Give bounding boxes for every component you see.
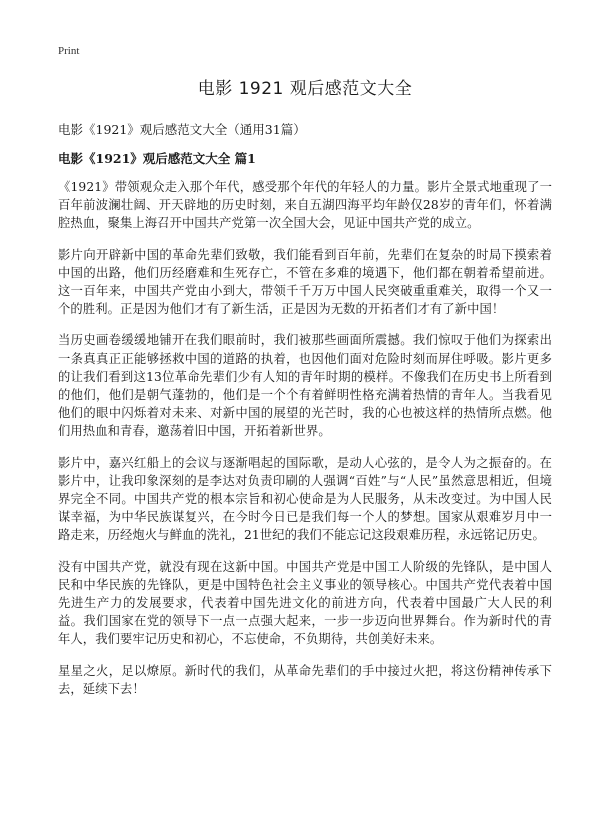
paragraph-1: 《1921》带领观众走入那个年代，感受那个年代的年轻人的力量。影片全景式地重现了一百年前波澜壮阔、开天辟地的历史时刻，来自五湖四海平均年龄仅28岁的青年们，怀着满腔热血，聚集上海召开中国共产党第一次全国大会，见证中国共产党的成立。	[58, 180, 552, 231]
document-title: 电影 1921 观后感范文大全	[197, 79, 413, 99]
section-title: 电影《1921》观后感范文大全 篇1	[58, 151, 256, 166]
paragraph-2: 影片向开辟新中国的革命先辈们致敬，我们能看到百年前，先辈们在复杂的时局下摸索着中国的出路，他们历经磨难和生死存亡，不管在多难的境遇下，他们都在朝着希望前进。这一百年来，中国共产党由小到大，带领千千万万中国人民突破重重难关，取得一个又一个的胜利。正是因为他们才有了新生活，正是因为无数的开拓者们才有了新中国！	[58, 247, 552, 317]
paragraph-3: 当历史画卷缓缓地铺开在我们眼前时，我们被那些画面所震撼。我们惊叹于他们为探索出一条真真正正能够拯救中国的道路的执着，也因他们面对危险时刻而屏住呼吸。影片更多的让我们看到这13位革命先辈们少有人知的青年时期的模样。不像我们在历史书上所看到的他们，他们是朝气蓬勃的，他们是一个个有着鲜明性格充满着热情的青年人。当我看见他们的眼中闪烁着对未来、对新中国的展望的光芒时，我的心也被这样的热情所点燃。他们用热血和青春，邀荡着旧中国，开拓着新世界。	[58, 333, 552, 439]
paragraph-6: 星星之火，足以燎原。新时代的我们，从革命先辈们的手中接过火把，将这份精神传承下去，延续下去！	[58, 663, 552, 696]
document-subtitle: 电影《1921》观后感范文大全（通用31篇）	[58, 122, 306, 137]
paragraph-4: 影片中，嘉兴红船上的会议与逐渐唱起的国际歌，是动人心弦的，是令人为之振奋的。在影片中，让我印象深刻的是李达对负责印刷的人强调“百姓”与“人民”虽然意思相近，但境界完全不同。中国共产党的根本宗旨和初心使命是为人民服务，从未改变过。为中国人民谋幸福，为中华民族谋复兴，在今时今日已是我们每一个人的梦想。国家从艰难岁月中一路走来，历经炮火与鲜血的洗礼，21世纪的我们不能忘记这段艰难历程，永远铭记历史。	[58, 455, 552, 543]
print-link[interactable]: Print	[58, 45, 80, 57]
paragraph-5: 没有中国共产党，就没有现在这新中国。中国共产党是中国工人阶级的先锋队，是中国人民和中华民族的先锋队，更是中国特色社会主义事业的领导核心。中国共产党代表着中国先进生产力的发展要求，代表着中国先进文化的前进方向，代表着中国最广大人民的利益。我们国家在党的领导下一点一点强大起来，一步一步迈向世界舞台。作为新时代的青年人，我们要牢记历史和初心，不忘使命，不负期待，共创美好未来。	[58, 559, 552, 647]
